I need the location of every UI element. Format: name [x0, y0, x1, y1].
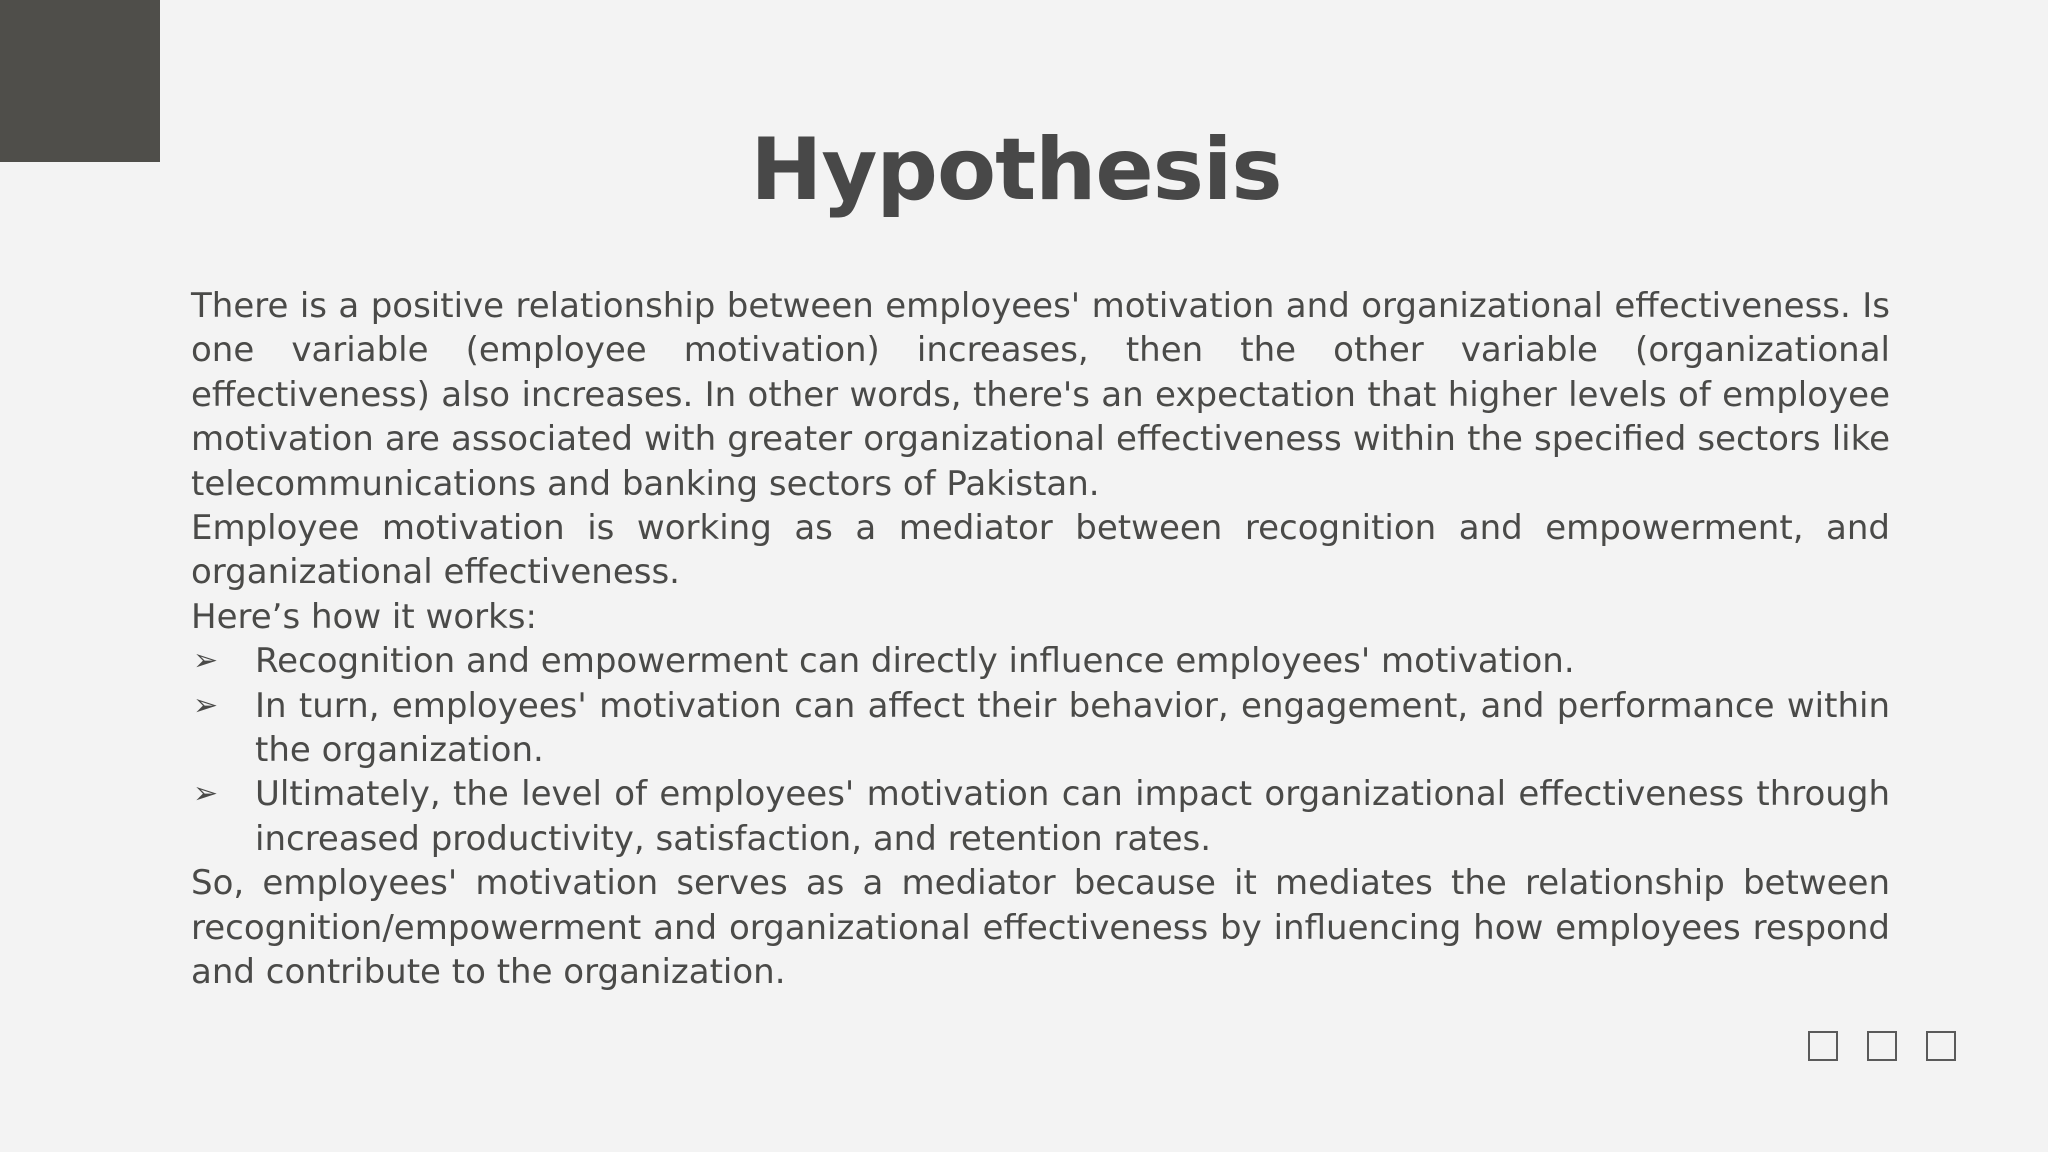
hypothesis-paragraph: There is a positive relationship between employees' motivation and organizational effectiveness. Is one variable (employee motivation) increases, then the other variable (organizational effectiveness) also increases. In other words, there's an expectation that higher levels of employee motivation are associated with greater organizational effectiveness within the specified sectors like telecommunications and banking sectors of Pakistan. [191, 286, 1890, 504]
square-outline-icon [1867, 1031, 1897, 1061]
mediator-paragraph: Employee motivation is working as a mediator between recognition and empowerment, and organizational effectiveness. [191, 508, 1890, 593]
how-it-works-label: Here’s how it works: [191, 596, 537, 637]
conclusion-paragraph: So, employees' motivation serves as a mediator because it mediates the relationship between recognition/empowerment and organizational effectiveness by influencing how employees respond and contribute to the organization. [191, 863, 1890, 993]
slide-title: Hypothesis [750, 120, 1282, 220]
bullet-text: Ultimately, the level of employees' motivation can impact organizational effectiveness through increased productivity, satisfaction, and retention rates. [255, 774, 1890, 859]
list-item [191, 772, 1890, 861]
bullet-list [191, 639, 1890, 861]
bullet-text: Recognition and empowerment can directly influence employees' motivation. [255, 641, 1575, 682]
decorative-squares [1808, 1031, 1956, 1061]
bullet-text: In turn, employees' motivation can affect their behavior, engagement, and performance within the organization. [255, 685, 1890, 771]
square-outline-icon [1926, 1031, 1956, 1061]
square-outline-icon [1808, 1031, 1838, 1061]
slide-body [191, 284, 1890, 995]
list-item [191, 684, 1890, 773]
list-item [191, 639, 1890, 683]
arrowhead-bullet-icon: ➢ [193, 776, 219, 812]
arrowhead-bullet-icon: ➢ [193, 643, 219, 679]
arrowhead-bullet-icon: ➢ [193, 687, 219, 723]
